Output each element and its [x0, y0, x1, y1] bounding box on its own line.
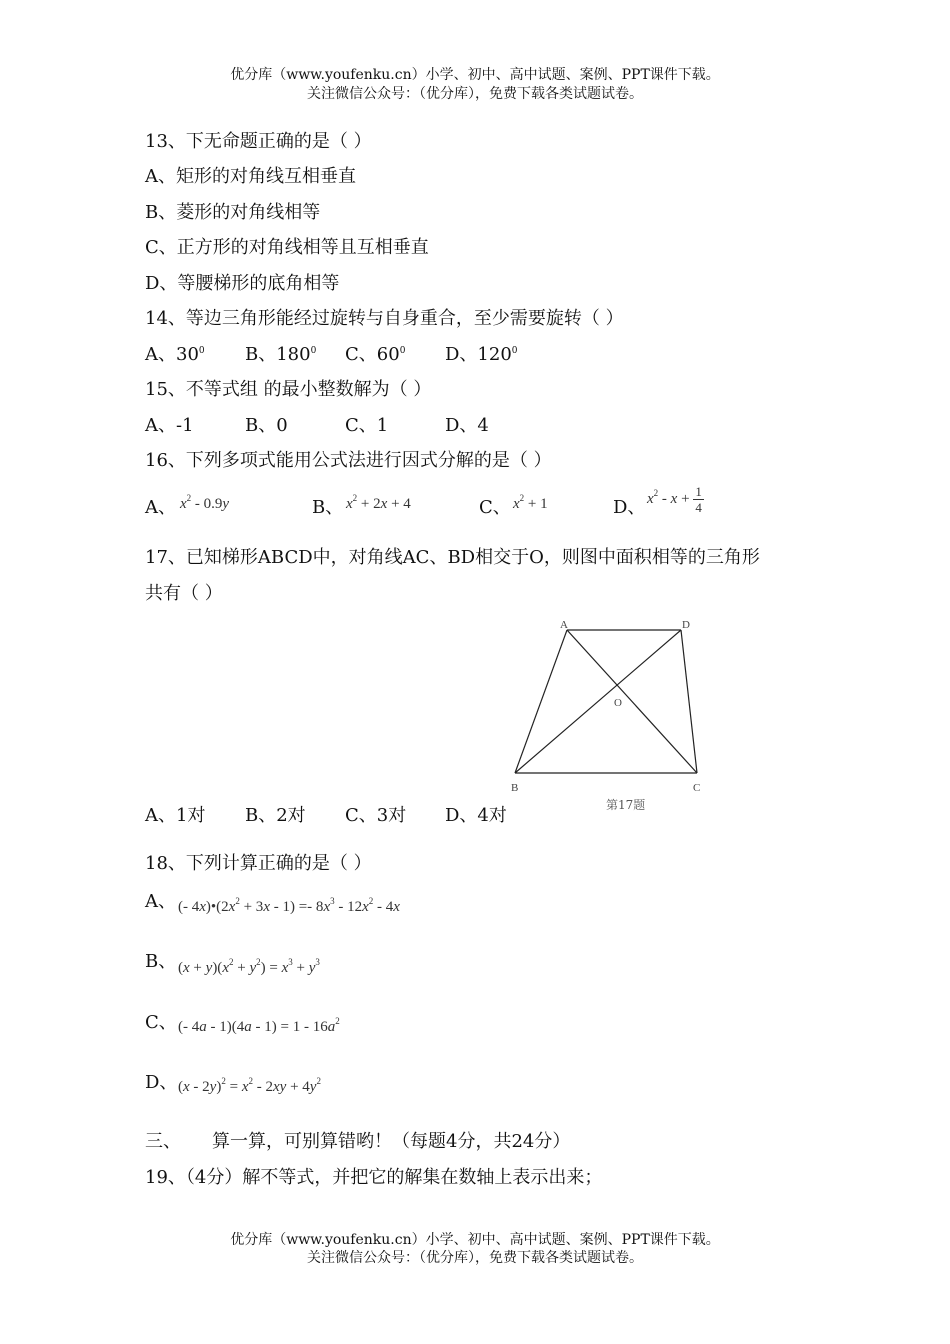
question-17-stem-line1: 17、已知梯形ABCD中，对角线AC、BD相交于O，则图中面积相等的三角形 [145, 547, 760, 568]
question-15-stem: 15、不等式组 的最小整数解为（ ） [145, 379, 432, 400]
diagonal-bd [515, 630, 681, 773]
question-16-stem: 16、下列多项式能用公式法进行因式分解的是（ ） [145, 450, 552, 471]
question-18-option-b-label: B、 [145, 951, 177, 972]
vertex-label-a: A [560, 619, 568, 631]
question-15-option-a: A、-1 [145, 415, 194, 436]
question-18-option-a-expression: (- $4x)•(2x^2 + 3x - 1) =- 8x^3 - 12x^2 - 4x$ [178, 896, 400, 915]
question-14-stem: 14、等边三角形能经过旋转与自身重合，至少需要旋转（ ） [145, 308, 624, 329]
question-18-option-a-label: A、 [145, 891, 176, 912]
question-15-option-c: C、1 [345, 415, 389, 436]
question-13-option-d: D、等腰梯形的底角相等 [145, 273, 340, 294]
question-18-option-d-label: D、 [145, 1072, 178, 1093]
question-17-option-a: A、1对 [145, 805, 206, 826]
question-16-option-d-label: D、 [613, 497, 646, 518]
question-16-option-b-label: B、 [312, 497, 344, 518]
question-14-option-c: C、$60^0$ [345, 344, 406, 365]
question-16-option-c-label: C、 [479, 497, 511, 518]
trapezoid-side-ab [515, 630, 567, 773]
question-17-stem-line2: 共有（ ） [145, 583, 223, 604]
question-16-option-d-expression: $x^2$ - x + $\frac{1}{4}$ [647, 484, 702, 515]
question-14-option-b: B、$180^0$ [245, 344, 317, 365]
page-header-line1: 优分库（www.youfenku.cn）小学、初中、高中试题、案例、PPT课件下载。 [230, 67, 720, 83]
question-18-option-b-expression: $(x + y)(x^2 + y^2) = x^3 + y^3$ [178, 957, 320, 976]
diagonal-ac [567, 630, 697, 773]
trapezoid-figure [500, 612, 720, 812]
section-3-number: 三、 [145, 1131, 181, 1152]
vertex-label-c: C [693, 782, 701, 794]
question-19-stem: 19、（4分）解不等式，并把它的解集在数轴上表示出来； [145, 1167, 603, 1188]
question-18-option-c-label: C、 [145, 1012, 177, 1033]
question-17-option-d: D、4对 [445, 805, 507, 826]
question-16-option-a-expression: $x^2 - 0.9y$ [180, 493, 230, 512]
page-footer-line1: 优分库（www.youfenku.cn）小学、初中、高中试题、案例、PPT课件下载。 [230, 1232, 720, 1248]
question-15-option-b: B、0 [245, 415, 288, 436]
question-13-option-c: C、正方形的对角线相等且互相垂直 [145, 237, 429, 258]
trapezoid-side-dc [681, 630, 697, 773]
page-footer-line2: 关注微信公众号：（优分库），免费下载各类试题试卷。 [307, 1250, 643, 1266]
question-18-stem: 18、下列计算正确的是（ ） [145, 853, 372, 874]
question-15-option-d: D、4 [445, 415, 489, 436]
intersection-label-o: O [614, 697, 622, 709]
question-14-option-a: A、$30^0$ [145, 344, 205, 365]
question-14-option-d: D、$120^0$ [445, 344, 518, 365]
section-3-title: 算一算，可别算错哟！（每题4分，共24分） [212, 1131, 571, 1152]
question-18-option-d-expression: $(x - 2y)^2 = x^2 - 2xy + 4y^2$ [178, 1076, 321, 1095]
question-16-option-b-expression: $x^2 + 2x + 4$ [346, 493, 411, 512]
vertex-label-d: D [682, 619, 690, 631]
question-17-option-b: B、2对 [245, 805, 306, 826]
figure-caption: 第17题 [606, 798, 646, 812]
page-header-line2: 关注微信公众号：（优分库），免费下载各类试题试卷。 [307, 86, 643, 102]
question-18-option-c-expression: (- $4a - 1)(4a - 1) = 1 - 16a^2$ [178, 1016, 340, 1035]
question-13-option-a: A、矩形的对角线互相垂直 [145, 166, 356, 187]
question-13-option-b: B、菱形的对角线相等 [145, 202, 321, 223]
question-16-option-c-expression: $x^2 + 1$ [513, 493, 548, 512]
question-17-option-c: C、3对 [345, 805, 407, 826]
question-13-stem: 13、下无命题正确的是（ ） [145, 131, 372, 152]
vertex-label-b: B [511, 782, 519, 794]
question-16-option-a-label: A、 [145, 497, 176, 518]
